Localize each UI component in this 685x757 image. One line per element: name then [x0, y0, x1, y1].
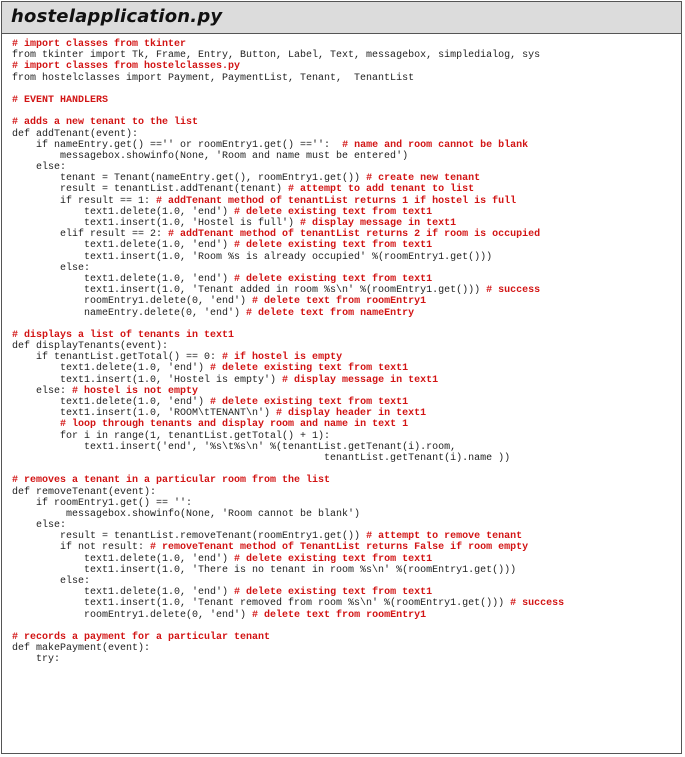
code-line [12, 319, 677, 330]
code-text: else: [12, 385, 73, 397]
code-text: else: [12, 162, 67, 174]
code-line [12, 50, 677, 61]
code-text: def removeTenant(event): [12, 486, 157, 498]
code-line [12, 654, 677, 665]
code-line [12, 475, 677, 486]
code-line [12, 274, 677, 285]
code-line [12, 330, 677, 341]
code-text: text1.insert(1.0, 'Hostel is empty') [12, 374, 283, 386]
code-text: from hostelclasses import Payment, PaymentList, Tenant, TenantList [12, 72, 415, 84]
code-text: text1.delete(1.0, 'end') [12, 240, 235, 252]
code-line [12, 140, 677, 151]
code-comment: # delete text from nameEntry [246, 307, 415, 319]
code-line [12, 587, 677, 598]
code-line [12, 308, 677, 319]
code-line [12, 252, 677, 263]
code-text: else: [12, 576, 91, 587]
code-text: if not result: [12, 542, 151, 554]
code-text: text1.delete(1.0, 'end') [12, 587, 235, 599]
code-text: tenant = Tenant(nameEntry.get(), roomEntry1.get()) [12, 173, 367, 185]
code-text: text1.insert('end', '%s\t%s\n' %(tenantList.getTenant(i).room, [12, 441, 457, 453]
code-text: result = tenantList.removeTenant(roomEntry1.get()) [12, 531, 367, 543]
code-text: result = tenantList.addTenant(tenant) [12, 184, 289, 196]
code-text: text1.insert(1.0, 'Tenant added in room %s\n' %(roomEntry1.get())) [12, 285, 487, 297]
code-line [12, 643, 677, 654]
code-text: messagebox.showinfo(None, 'Room and name must be entered') [12, 150, 409, 162]
code-line [12, 196, 677, 207]
code-text: if roomEntry1.get() == '': [12, 497, 193, 509]
code-line [12, 509, 677, 520]
code-line [12, 621, 677, 632]
code-text: text1.delete(1.0, 'end') [12, 363, 211, 375]
code-line [12, 442, 677, 453]
code-text: else: [12, 520, 67, 532]
code-line [12, 554, 677, 565]
code-comment: # delete existing text from text1 [234, 206, 433, 218]
code-text: messagebox.showinfo(None, 'Room cannot be blank') [12, 508, 361, 520]
code-text [12, 419, 60, 430]
code-comment: # hostel is not empty [72, 385, 199, 397]
code-line [12, 129, 677, 140]
code-line [12, 61, 677, 72]
code-comment: # name and room cannot be blank [342, 139, 529, 151]
code-text: if result == 1: [12, 195, 157, 207]
code-comment: # loop through tenants and display room and name in text 1 [60, 419, 409, 431]
code-text: text1.insert(1.0, 'ROOM\tTENANT\n') [12, 408, 277, 420]
code-line [12, 431, 677, 442]
code-line [12, 498, 677, 509]
code-comment: # delete existing text from text1 [234, 273, 433, 285]
code-line [12, 218, 677, 229]
code-text: roomEntry1.delete(0, 'end') [12, 609, 253, 621]
code-line [12, 408, 677, 419]
code-text: text1.delete(1.0, 'end') [12, 273, 235, 285]
code-line [12, 352, 677, 363]
code-text: if tenantList.getTotal() == 0: [12, 352, 223, 364]
code-text: else: [12, 262, 91, 274]
code-text: for i in range(1, tenantList.getTotal() + 1): [12, 430, 331, 442]
code-comment: # attempt to add tenant to list [288, 184, 475, 196]
code-text: text1.insert(1.0, 'Room %s is already occupied' %(roomEntry1.get())) [12, 251, 493, 263]
code-comment: # if hostel is empty [222, 352, 343, 364]
code-text: text1.insert(1.0, 'Tenant removed from room %s\n' %(roomEntry1.get())) [12, 598, 511, 610]
code-comment: # display message in text1 [300, 218, 457, 229]
code-comment: # delete existing text from text1 [210, 363, 409, 375]
code-text: text1.insert(1.0, 'There is no tenant in room %s\n' %(roomEntry1.get())) [12, 564, 517, 576]
code-line [12, 375, 677, 386]
code-comment: # delete text from roomEntry1 [252, 609, 427, 621]
code-comment: # success [510, 598, 565, 610]
code-line [12, 240, 677, 251]
code-line [12, 397, 677, 408]
code-comment: # delete existing text from text1 [234, 240, 433, 252]
code-line [12, 565, 677, 576]
code-line [12, 632, 677, 643]
code-text: try: [12, 654, 61, 666]
code-text: def makePayment(event): [12, 643, 151, 655]
code-comment: # adds a new tenant to the list [12, 117, 199, 129]
code-line [12, 39, 677, 50]
code-comment: # display message in text1 [282, 374, 439, 386]
code-comment: # delete existing text from text1 [234, 587, 433, 599]
code-text: from tkinter import Tk, Frame, Entry, Button, Label, Text, messagebox, simpledialog, sys [12, 50, 541, 62]
code-line [12, 73, 677, 84]
code-line [12, 263, 677, 274]
code-line [12, 162, 677, 173]
code-comment: # addTenant method of tenantList returns 1 if hostel is full [156, 195, 517, 207]
code-comment: # attempt to remove tenant [366, 531, 523, 543]
code-comment: # addTenant method of tenantList returns 2 if room is occupied [168, 229, 541, 241]
code-line [12, 520, 677, 531]
code-comment: # delete existing text from text1 [210, 397, 409, 408]
code-line [12, 229, 677, 240]
code-listing-frame [1, 1, 682, 754]
code-line [12, 84, 677, 95]
code-text: if nameEntry.get() =='' or roomEntry1.get() =='': [12, 139, 343, 151]
code-line [12, 151, 677, 162]
code-line [12, 285, 677, 296]
file-title: hostelapplication.py [11, 6, 223, 27]
code-text: text1.delete(1.0, 'end') [12, 553, 235, 565]
code-line [12, 207, 677, 218]
code-text: nameEntry.delete(0, 'end') [12, 307, 247, 319]
code-line [12, 464, 677, 475]
code-line [12, 576, 677, 587]
code-comment: # displays a list of tenants in text1 [12, 329, 235, 341]
code-line [12, 453, 677, 464]
code-line [12, 173, 677, 184]
code-comment: # removeTenant method of TenantList returns False if room empty [150, 542, 529, 554]
code-line [12, 386, 677, 397]
code-line [12, 184, 677, 195]
code-comment: # create new tenant [366, 173, 481, 185]
code-comment: # import classes from tkinter [12, 39, 187, 50]
code-comment: # success [486, 285, 541, 297]
code-text: text1.delete(1.0, 'end') [12, 397, 211, 408]
code-block [12, 39, 677, 666]
code-line [12, 598, 677, 609]
code-line [12, 95, 677, 106]
code-text: elif result == 2: [12, 229, 169, 241]
code-comment: # records a payment for a particular tenant [12, 631, 271, 643]
code-comment: # EVENT HANDLERS [12, 94, 109, 106]
code-comment: # delete existing text from text1 [234, 553, 433, 565]
code-text: text1.insert(1.0, 'Hostel is full') [12, 218, 301, 229]
code-line [12, 419, 677, 430]
code-line [12, 531, 677, 542]
code-line [12, 117, 677, 128]
code-text: def displayTenants(event): [12, 341, 169, 353]
code-line [12, 487, 677, 498]
code-text: tenantList.getTenant(i).name )) [12, 452, 511, 464]
code-line [12, 341, 677, 352]
code-comment: # import classes from hostelclasses.py [12, 61, 241, 73]
code-text: def addTenant(event): [12, 128, 139, 140]
code-text: roomEntry1.delete(0, 'end') [12, 296, 253, 308]
title-bar [2, 2, 681, 34]
code-comment: # delete text from roomEntry1 [252, 296, 427, 308]
code-line [12, 296, 677, 307]
code-comment: # display header in text1 [276, 408, 427, 420]
code-text: text1.delete(1.0, 'end') [12, 206, 235, 218]
code-line [12, 542, 677, 553]
code-line [12, 610, 677, 621]
code-comment: # removes a tenant in a particular room from the list [12, 475, 331, 487]
code-line [12, 363, 677, 374]
code-line [12, 106, 677, 117]
